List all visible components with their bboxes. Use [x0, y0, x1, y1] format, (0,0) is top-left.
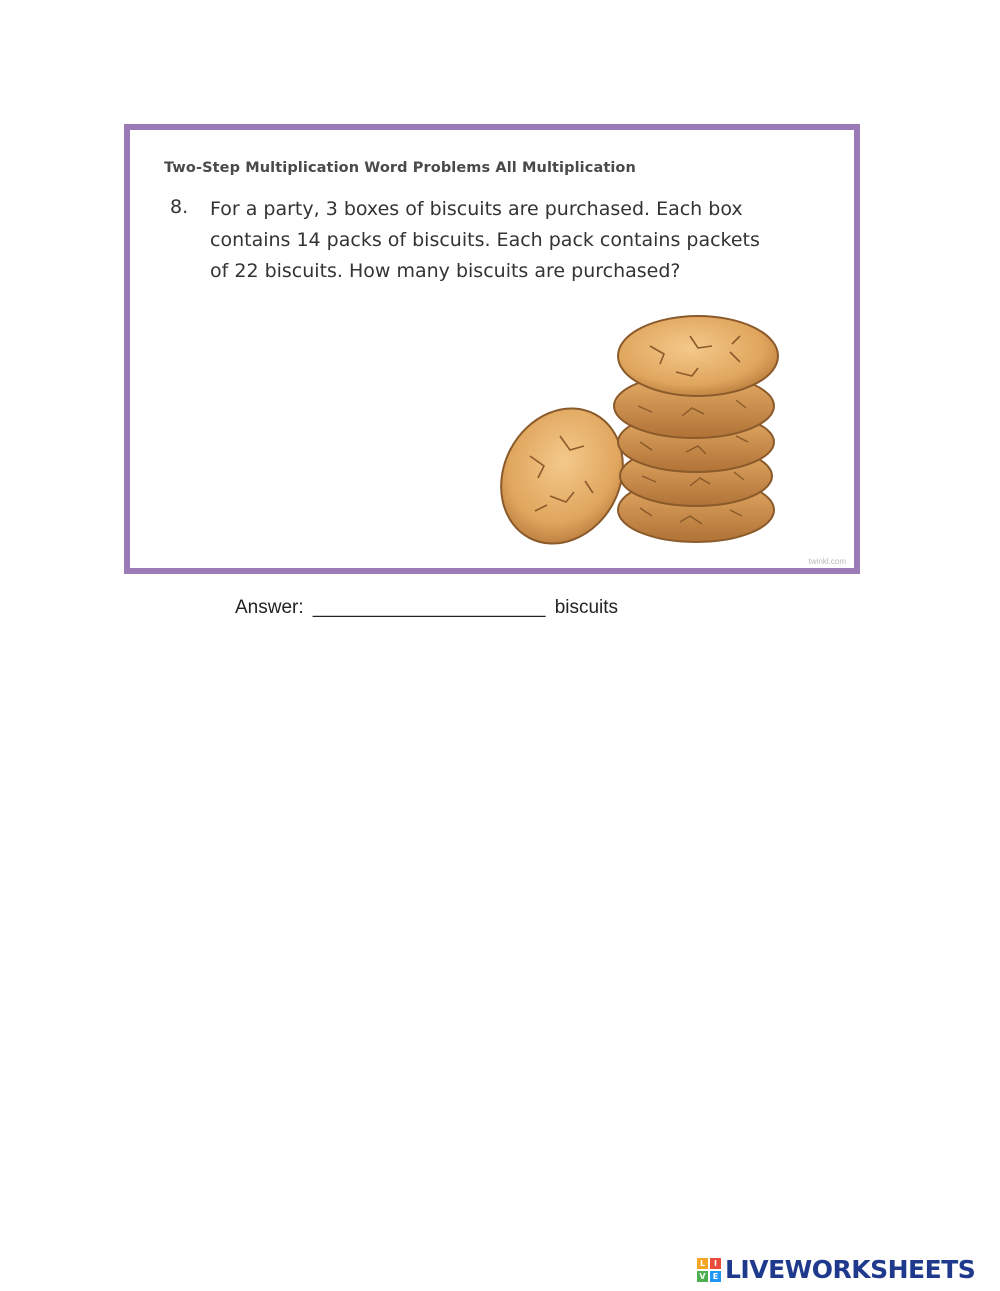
question-number: 8.	[170, 196, 189, 218]
answer-line	[235, 597, 618, 619]
logo-icon	[697, 1258, 721, 1282]
question-line: contains 14 packs of biscuits. Each pack contains packets	[210, 229, 760, 251]
stacked-biscuits	[614, 316, 778, 542]
question-line: of 22 biscuits. How many biscuits are purchased?	[210, 260, 681, 282]
answer-input[interactable]: ______________________	[312, 597, 546, 618]
logo-letter: L	[697, 1258, 708, 1269]
credit-text: twinkl.com	[808, 557, 846, 566]
logo-letter: I	[710, 1258, 721, 1269]
answer-unit: biscuits	[554, 597, 619, 618]
worksheet-title: Two-Step Multiplication Word Problems All Multiplication	[164, 160, 636, 176]
biscuit-stack-illustration	[490, 296, 790, 556]
logo-letter: E	[710, 1271, 721, 1282]
logo-letter: V	[697, 1271, 708, 1282]
answer-label: Answer:	[235, 597, 304, 618]
question-line: For a party, 3 boxes of biscuits are purchased. Each box	[210, 198, 743, 220]
question-text	[210, 194, 820, 287]
worksheet-card	[124, 124, 860, 574]
liveworksheets-logo	[697, 1255, 975, 1285]
logo-text: LIVEWORKSHEETS	[725, 1255, 976, 1284]
